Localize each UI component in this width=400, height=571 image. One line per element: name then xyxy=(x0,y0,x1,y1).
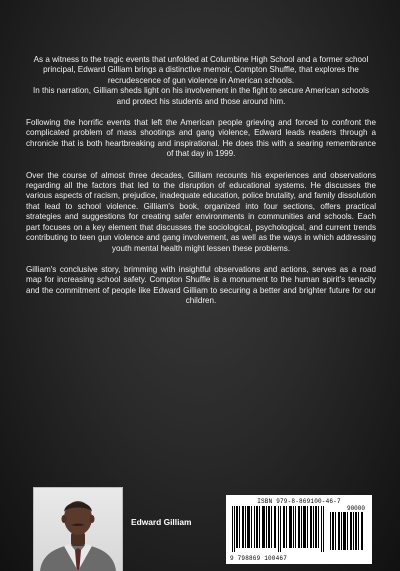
description-paragraph-2: Following the horrific events that left the American people grieving and forced to confront the complicated problem of mass shootings and gang violence, Edward leads readers through a chronicle that is both heartbreaking and inspirational. He does this with a searing remembrance of that day in 1999. xyxy=(26,118,376,159)
price-barcode-bars xyxy=(330,512,364,550)
book-description xyxy=(26,55,376,318)
author-photo xyxy=(34,488,122,571)
price-code: 90000 xyxy=(346,505,365,512)
description-text-3a: Over the course of almost three decades, Gilliam recounts his experiences and observations regarding all the factors that led to the disruption of educational systems. He discusses the various aspects of racism, prejudice, inadequate education, police brutality, and family dissolution that lead to school violence. xyxy=(26,170,376,211)
description-text-3b: Gilliam's book, organized into four sections, offers practical strategies and suggestions for creating safer environments in communities and schools. Each part focuses on a key element that discusses the sociological, psychological, and current trends contributing to teen gun violence and gang involvement, as well as the ways in which addressing youth mental health might lessen these problems. xyxy=(26,201,376,253)
description-paragraph-4: Gilliam's conclusive story, brimming with insightful observations and actions, serves as a road map for increasing school safety. Compton Shuffle is a monument to the human spirit's tenacity and the commitment of people like Edward Gilliam to securing a better and brighter future for our children. xyxy=(26,264,376,306)
barcode-bars xyxy=(232,506,328,552)
isbn-label: ISBN 979-8-869100-46-7 xyxy=(257,498,341,505)
description-text-1a: As a witness to the tragic events that unfolded at Columbine High School and a former school principal, Edward Gilliam brings a distinctive memoir, Compton Shuffle, that explores the recrudescence of gun violence in American schools. xyxy=(33,55,369,85)
author-name: Edward Gilliam xyxy=(131,517,192,527)
description-paragraph-1 xyxy=(26,55,376,107)
barcode-digits: 9 798869 100467 xyxy=(230,555,288,562)
isbn-barcode xyxy=(226,495,372,564)
description-text-1b: In this narration, Gilliam sheds light on his involvement in the fight to secure American schools and protect his students and those around him. xyxy=(32,86,370,106)
description-paragraph-3 xyxy=(26,171,376,254)
